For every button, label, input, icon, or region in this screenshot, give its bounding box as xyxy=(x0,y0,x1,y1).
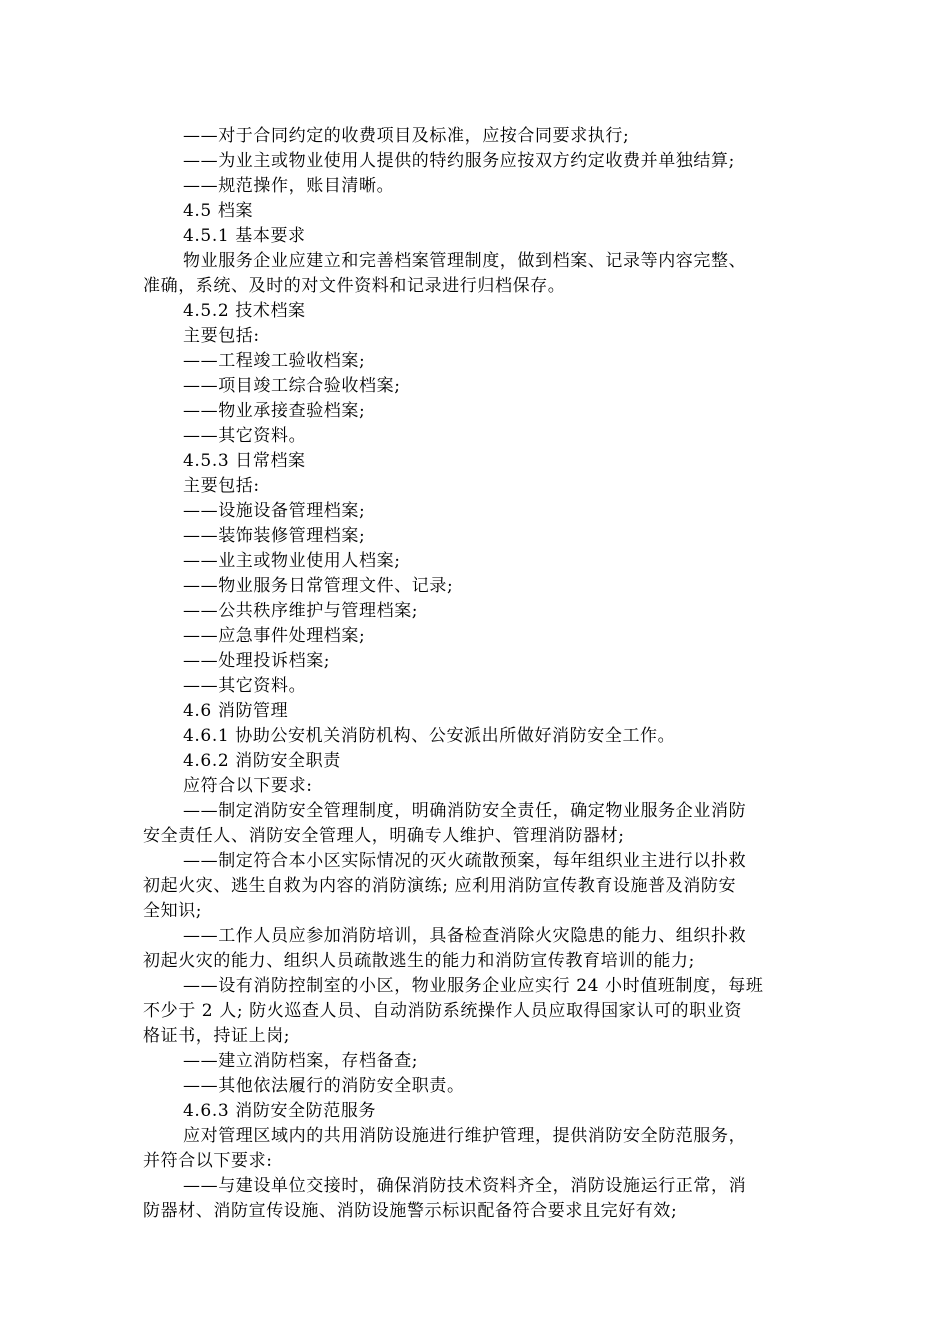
text-line: 4.6.1 协助公安机关消防机构、公安派出所做好消防安全工作。 xyxy=(183,726,676,746)
text-line: ——其它资料。 xyxy=(183,426,307,446)
text-line: ——其它资料。 xyxy=(183,676,307,696)
text-line: ——制定消防安全管理制度，明确消防安全责任，确定物业服务企业消防 xyxy=(183,801,747,821)
text-line: 4.6 消防管理 xyxy=(183,701,289,721)
text-line: ——对于合同约定的收费项目及标准，应按合同要求执行; xyxy=(183,126,630,146)
text-line: ——设施设备管理档案; xyxy=(183,501,366,521)
text-line: ——规范操作，账目清晰。 xyxy=(183,176,395,196)
text-line: 初起火灾、逃生自救为内容的消防演练; 应利用消防宣传教育设施普及消防安 xyxy=(143,876,737,896)
text-line: ——物业承接查验档案; xyxy=(183,401,366,421)
text-line: ——设有消防控制室的小区，物业服务企业应实行 24 小时值班制度，每班 xyxy=(183,976,764,996)
text-line: 准确，系统、及时的对文件资料和记录进行归档保存。 xyxy=(143,276,566,296)
text-line: 不少于 2 人; 防火巡查人员、自动消防系统操作人员应取得国家认可的职业资 xyxy=(143,1001,742,1021)
text-line: 应符合以下要求: xyxy=(183,776,313,796)
text-line: ——业主或物业使用人档案; xyxy=(183,551,401,571)
text-line: ——其他依法履行的消防安全职责。 xyxy=(183,1076,465,1096)
text-line: ——与建设单位交接时，确保消防技术资料齐全，消防设施运行正常，消 xyxy=(183,1176,747,1196)
text-line: ——为业主或物业使用人提供的特约服务应按双方约定收费并单独结算; xyxy=(183,151,735,171)
text-line: 4.5.1 基本要求 xyxy=(183,226,306,246)
text-line: 初起火灾的能力、组织人员疏散逃生的能力和消防宣传教育培训的能力; xyxy=(143,951,695,971)
text-line: 4.5.2 技术档案 xyxy=(183,301,306,321)
text-line: ——工程竣工验收档案; xyxy=(183,351,366,371)
text-line: 4.5.3 日常档案 xyxy=(183,451,306,471)
text-line: 安全责任人、消防安全管理人，明确专人维护、管理消防器材; xyxy=(143,826,625,846)
text-line: ——装饰装修管理档案; xyxy=(183,526,366,546)
text-line: 全知识; xyxy=(143,901,203,921)
text-line: ——项目竣工综合验收档案; xyxy=(183,376,401,396)
text-line: 防器材、消防宣传设施、消防设施警示标识配备符合要求且完好有效; xyxy=(143,1201,678,1221)
text-line: ——工作人员应参加消防培训，具备检查消除火灾隐患的能力、组织扑救 xyxy=(183,926,747,946)
text-line: ——公共秩序维护与管理档案; xyxy=(183,601,419,621)
document-body xyxy=(0,124,950,1224)
text-line: 并符合以下要求: xyxy=(143,1151,273,1171)
text-line: 4.5 档案 xyxy=(183,201,254,221)
text-line: ——制定符合本小区实际情况的灭火疏散预案，每年组织业主进行以扑救 xyxy=(183,851,747,871)
text-line: 4.6.2 消防安全职责 xyxy=(183,751,341,771)
text-line: 主要包括: xyxy=(183,476,260,496)
text-line: ——应急事件处理档案; xyxy=(183,626,366,646)
text-line: ——物业服务日常管理文件、记录; xyxy=(183,576,454,596)
text-line: 应对管理区域内的共用消防设施进行维护管理，提供消防安全防范服务， xyxy=(183,1126,747,1146)
text-line: 主要包括: xyxy=(183,326,260,346)
text-line: ——建立消防档案，存档备查; xyxy=(183,1051,419,1071)
text-line: 格证书，持证上岗; xyxy=(143,1026,291,1046)
text-line: ——处理投诉档案; xyxy=(183,651,331,671)
text-line: 物业服务企业应建立和完善档案管理制度，做到档案、记录等内容完整、 xyxy=(183,251,747,271)
text-line: 4.6.3 消防安全防范服务 xyxy=(183,1101,377,1121)
